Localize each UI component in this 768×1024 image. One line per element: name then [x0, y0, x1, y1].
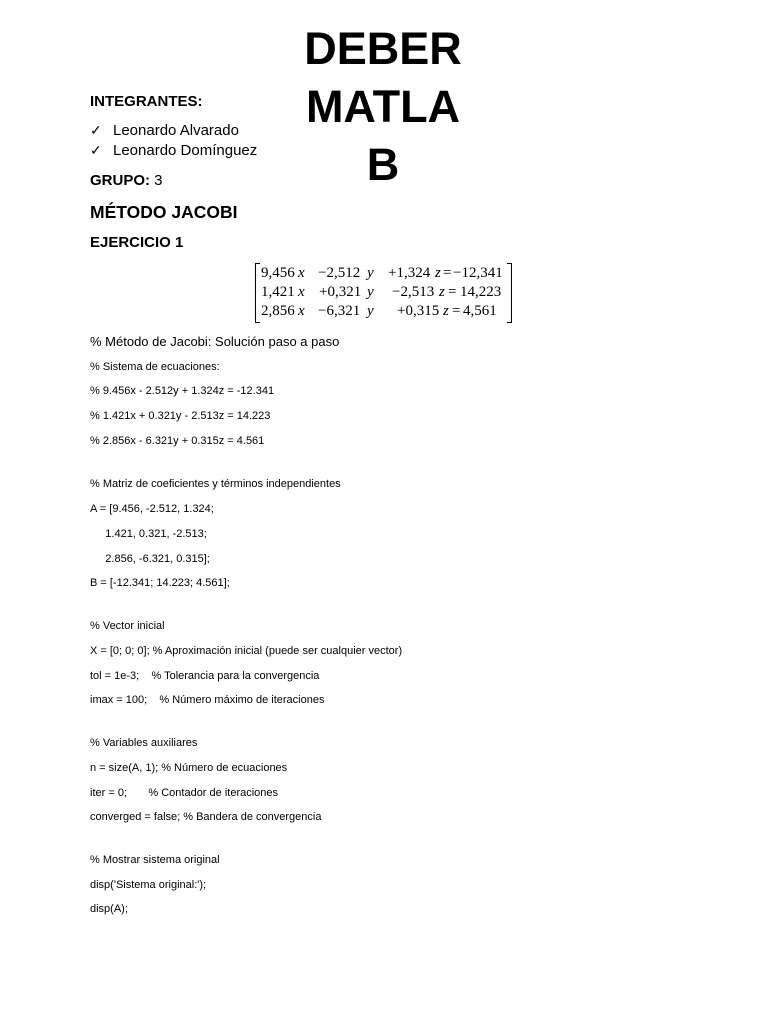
coef-z: −2,513	[392, 284, 435, 300]
equals-sign: =	[443, 265, 452, 281]
code-line: % Mostrar sistema original	[90, 854, 220, 866]
coef-y: +0,321	[319, 284, 362, 300]
title-line-2: MATLA	[305, 81, 461, 132]
var-y: y	[367, 303, 374, 319]
code-line: A = [9.456, -2.512, 1.324;	[90, 503, 214, 515]
method-heading: MÉTODO JACOBI	[90, 202, 238, 222]
coef-x: 2,856	[261, 303, 295, 319]
var-x: x	[298, 265, 305, 281]
var-y: y	[367, 265, 374, 281]
equals-sign: =	[452, 303, 461, 319]
coef-y: −2,512	[318, 265, 361, 281]
coef-z: +0,315	[397, 303, 440, 319]
code-line: iter = 0; % Contador de iteraciones	[90, 787, 279, 799]
code-line: % Matriz de coeficientes y términos independientes	[90, 478, 341, 490]
equation-system-matrix	[255, 263, 512, 322]
checkmark-icon: ✓	[90, 122, 102, 138]
rhs-value: 4,561	[463, 303, 497, 319]
title-line-3: B	[366, 139, 400, 190]
code-line: % 2.856x - 6.321y + 0.315z = 4.561	[90, 435, 265, 447]
code-line: % Variables auxiliares	[90, 737, 198, 749]
coef-y: −6,321	[318, 303, 361, 319]
coef-x: 1,421	[261, 284, 295, 300]
code-line: n = size(A, 1); % Número de ecuaciones	[90, 762, 288, 774]
member-item	[90, 122, 239, 139]
code-line: disp(A);	[90, 903, 128, 915]
var-z: z	[435, 265, 441, 281]
code-line: disp('Sistema original:');	[90, 879, 207, 891]
title-line-1: DEBER	[304, 23, 462, 74]
coef-z: +1,324	[388, 265, 431, 281]
code-line: % Vector inicial	[90, 620, 165, 632]
left-bracket	[255, 263, 260, 323]
exercise-heading: EJERCICIO 1	[90, 234, 184, 251]
code-line: % 1.421x + 0.321y - 2.513z = 14.223	[90, 410, 271, 422]
integrantes-label: INTEGRANTES:	[90, 93, 203, 110]
code-line: tol = 1e-3; % Tolerancia para la convergencia	[90, 670, 320, 682]
var-z: z	[439, 284, 445, 300]
member-name: Leonardo Domínguez	[113, 142, 258, 159]
var-x: x	[298, 303, 305, 319]
code-line: converged = false; % Bandera de convergencia	[90, 811, 322, 823]
code-intro-comment: % Método de Jacobi: Solución paso a paso	[90, 334, 340, 349]
var-x: x	[298, 284, 305, 300]
code-line: X = [0; 0; 0]; % Aproximación inicial (puede ser cualquier vector)	[90, 645, 403, 657]
var-z: z	[443, 303, 449, 319]
code-line: % Sistema de ecuaciones:	[90, 361, 220, 373]
code-line: B = [-12.341; 14.223; 4.561];	[90, 577, 230, 589]
rhs-value: −12,341	[453, 265, 503, 281]
group-line	[90, 172, 163, 189]
var-y: y	[367, 284, 374, 300]
document-title	[283, 20, 483, 194]
checkmark-icon: ✓	[90, 142, 102, 158]
equals-sign: =	[448, 284, 457, 300]
group-label: GRUPO:	[90, 172, 150, 189]
code-line: 1.421, 0.321, -2.513;	[90, 528, 207, 540]
rhs-value: 14,223	[460, 284, 502, 300]
right-bracket	[507, 263, 512, 323]
code-line: % 9.456x - 2.512y + 1.324z = -12.341	[90, 385, 275, 397]
coef-x: 9,456	[261, 265, 295, 281]
member-item	[90, 142, 257, 159]
code-line: 2.856, -6.321, 0.315];	[90, 553, 210, 565]
code-line: imax = 100; % Número máximo de iteraciones	[90, 694, 325, 706]
member-name: Leonardo Alvarado	[113, 122, 239, 139]
group-value: 3	[154, 172, 163, 189]
